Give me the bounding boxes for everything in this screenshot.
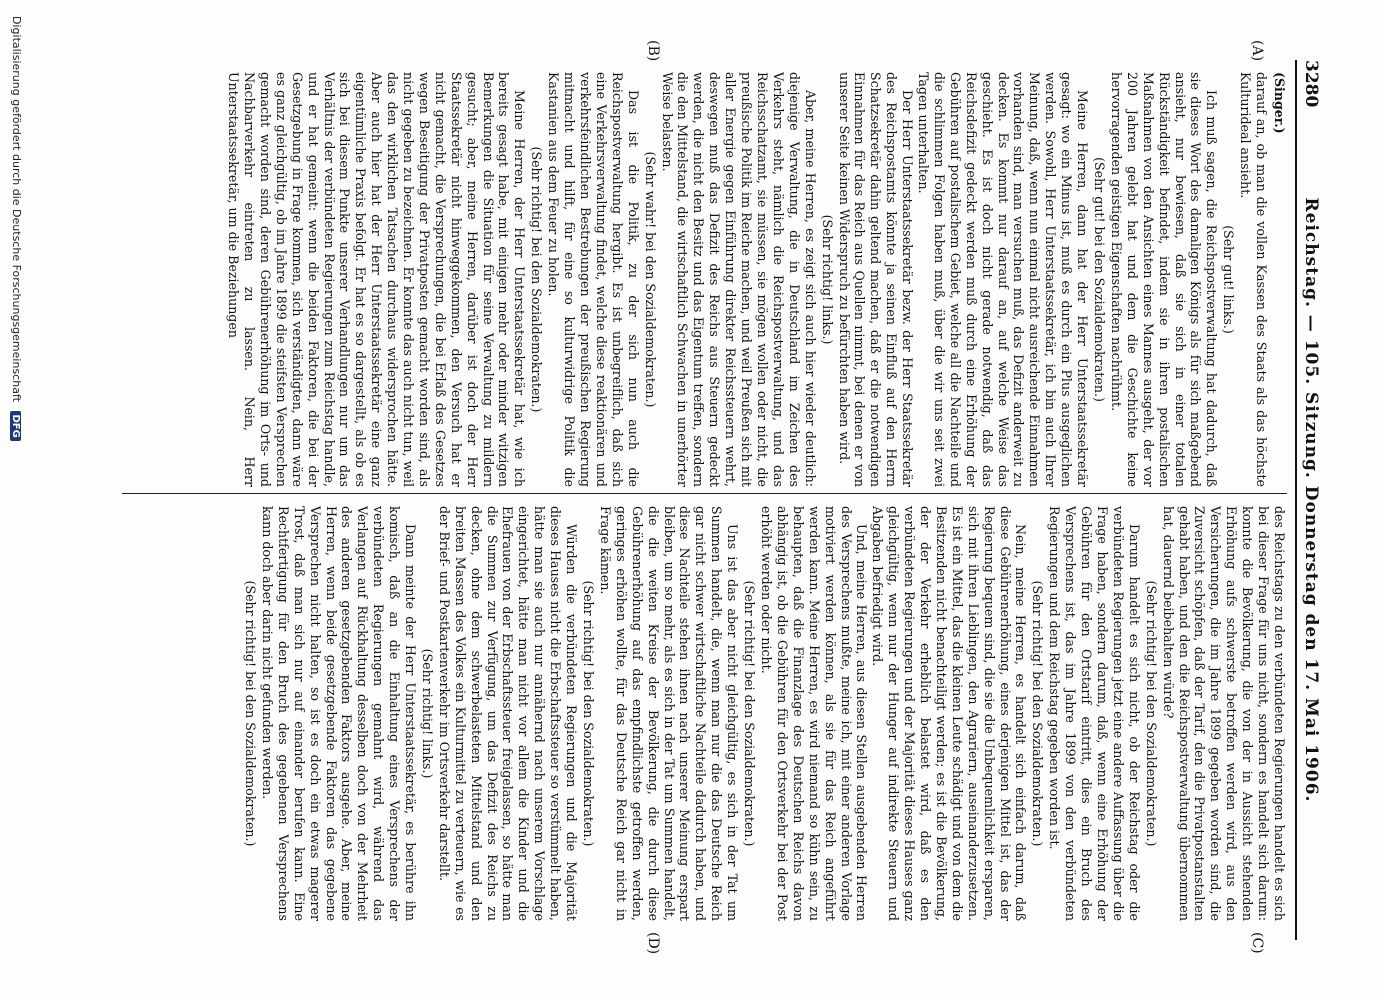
speaker-name: (Singer.)	[1272, 72, 1287, 134]
paragraph: Nein, meine Herren, es handelt sich einfach darum, daß diese Gebührenerhöhung, eines derjenigen Mittel ist, das der Regierung bequem sind, die sie die Unbequemlichkeit ersparen, sich mit ihren Lieblingen, den Agrariern, auseinanderzusetzen. Es ist ein Mittel, das die kleinen Leute schädigt und von dem die Besitzenden nicht benachteiligt werden; es ist die Bevölkerung, der der Verkehr erheblich belastet wird, daß es den verbündeten Regierungen und der Majorität dieses Hauses ganz gleichgültig, wenn nur der Hunger auf indirekte Steuern und Abgaben befriedigt wird.	[870, 506, 1029, 921]
interjection: (Sehr richtig! links.)	[819, 214, 835, 345]
margin-mark-c: (C)	[1249, 932, 1265, 954]
interjection: (Sehr richtig! bei den Sozialdemokraten.)	[1030, 580, 1046, 847]
margin-mark-d: (D)	[645, 932, 661, 955]
interjection: (Sehr wahr! bei den Sozialdemokraten.)	[642, 151, 658, 408]
right-text-column	[127, 506, 1287, 921]
column-divider	[122, 493, 1287, 494]
paragraph: Darum handelt es sich nicht, ob der Reichstag oder die verbündeten Regierungen jetzt eine andere Auffassung über die Frage haben, sondern darum, daß, wenn eine Erhöhung der Gebühren für den Ortstarif eintritt, dies ein Bruch des Versprechens ist, das im Jahre 1899 von den verbündeten Regierungen und dem Reichstag gegeben worden ist.	[1047, 506, 1142, 921]
paragraph: des Reichstags zu den verbündeten Regierungen handelt es sich bei dieser Frage für uns nicht, sondern es handelt sich darum: konnte die Bevölkerung, die von der in Aussicht stehenden Erhöhung aufs schwerste betroffen werden wird, aus den Versicherungen, die im Jahre 1899 gegeben worden sind, die Zuversicht schöpfen, daß der Tarif, den die Privatpostanstalten gehabt haben, und den die Reichspostverwaltung übernommen hat, dauernd beibehalten würde?	[1160, 506, 1287, 921]
interjection: (Sehr richtig! bei den Sozialdemokraten.)	[1143, 580, 1159, 847]
interjection: (Sehr richtig! bei den Sozialdemokraten.)	[742, 580, 758, 847]
digitization-credit	[10, 16, 23, 441]
paragraph: Ich muß sagen, die Reichspostverwaltung hat dadurch, daß sie dieses Wort des damaligen Königs als für sich maßgebend ansieht, nur bewiesen, daß sie sich in einer totalen Rückständigkeit befindet, indem sie in ihren postalischen Maßnahmen von den Ansichten eines Mannes ausgeht, der vor 200 Jahren gelebt hat und dem die Geschichte keine hervorragenden geistigen Eigenschaften nachrühmt.	[1108, 72, 1220, 487]
paragraph: Dann meinte der Herr Unterstaatssekretär, es berühre ihn komisch, daß an die Einhaltung eines Versprechens der verbündeten Regierungen gemahnt wird, während das Verlangen auf Rückhaltung desselben doch von der Mehrheit des anderen gesetzgebenden Faktors ausgehe. Aber, meine Herren, wenn beide gesetzgebende Faktoren das gegebene Versprechen nicht halten, so ist es doch ein etwas magerer Trost, daß man sich nur auf einander berufen kann. Eine Rechtfertigung für den Bruch des gegebenen Versprechens kann doch aber darin nicht gefunden werden.	[259, 506, 419, 921]
paragraph: Uns ist das aber nicht gleichgültig, es sich in der Tat um Summen handelt, die, wenn man nur die das Deutsche Reich gar nicht schwer wirtschaftliche Nachteile dadurch haben, und diese Nachteile stehen ihnen nach unserer Meinung erspart bleiben, um so mehr, als es sich in der Tat um Summen handelt, die die weiten Kreise der Bevölkerung, die durch diese Gebührenerhöhung auf das empfindlichste getroffen werden, geringes erhöhen wollte, für das Deutsche Reich gar nicht in Frage kämen.	[597, 506, 741, 921]
dfg-logo: DFG	[10, 411, 21, 440]
interjection: (Sehr gut! bei den Sozialdemokraten.)	[1092, 157, 1108, 402]
paragraph: Meine Herren, dann hat der Herr Unterstaatssekretär gesagt: wo ein Minus ist, muß es durch ein Plus ausgeglichen werden. Sowohl, Herr Unterstaatssekretär, ich bin auch Ihrer Meinung, daß, wenn nun einmal nicht ausreichende Einnahmen vorhanden sind, man versuchen muß, das Defizit anderweit zu decken. Es kommt nur darauf an, auf welche Weise das geschieht. Es ist doch nicht gerade notwendig, daß das Reichsdefizit gedeckt werden muß durch eine Erhöhung der Gebühren auf postalischem Gebiet, welche all die Nachteile und die schlimmen Folgen haben muß, über die wir uns seit zwei Tagen unterhalten.	[916, 72, 1091, 487]
paragraph: darauf an, ob man die vollen Kassen des Staats als das höchste Kulturideal ansieht.	[1238, 72, 1270, 487]
margin-mark-b: (B)	[645, 40, 661, 62]
paragraph: Würden die verbündeten Regierungen und die Majorität dieses Hauses nicht die Erbschaftssteuer so verstümmelt haben, hätte man sie auch nur annähernd nach unserem Vorschlage eingerichtet, hätte man nicht vor allem die Kinder und die Ehefrauen von der Erbschaftssteuer freigelassen, so hätte man die Summen zur Verfügung, um das Defizit des Reichs zu decken, ohne dem schwerbelasteten Mittelstand und den breiten Massen des Volkes ein Kulturmittel zu verteuern, wie es der Brief- und Postkartenverkehr im Ortsverkehr darstellt.	[436, 506, 580, 921]
margin-mark-a: (A)	[1249, 40, 1265, 62]
page-title: Reichstag. — 105. Sitzung. Donnerstag den 17. Mai 1906.	[1301, 197, 1321, 803]
paragraph: Der Herr Unterstaatssekretär bezw. der Herr Staatssekretär des Reichspostamts könnte ja seinen Einfluß auf den Herrn Schatzsekretär dahin geltend machen, daß er die notwendigen Einnahmen für das Reich aus Quellen nimmt, bei denen er von unserer Seite keinen Widerspruch zu befürchten haben wird.	[836, 72, 916, 487]
interjection: (Sehr richtig! bei den Sozialdemokraten.)	[529, 146, 545, 413]
page-number: 3280	[1301, 60, 1321, 108]
interjection: (Sehr richtig! bei den Sozialdemokraten.)	[243, 580, 258, 847]
left-text-column	[127, 72, 1287, 487]
credit-text: Digitalisierung gefördert durch die Deutsche Forschungsgemeinschaft	[10, 16, 23, 402]
running-head	[1295, 60, 1323, 940]
paragraph: Und, meine Herren, aus diesen Stellen ausgebenden Herren des Versprechens mußte, meine ich, mit einer anderen Vorlage motiviert werden können, als sie für das Reich angeführt werden kann. Meine Herren, es wird niemand so kühn sein, zu behaupten, daß die Finanzlage des Deutschen Reichs davon abhängig ist, ob die Gebühren für den Ortsverkehr bei der Post erhöht werden oder nicht.	[759, 506, 870, 921]
paragraph: Meine Herren, der Herr Unterstaatssekretär hat, wie ich bereits gesagt habe, mit einigen mehr oder minder witzigen Bemerkungen die Situation für seine Verwaltung zu mildern gesucht; aber, meine Herren, darüber ist doch der Herr Staatssekretär nicht hinweggekommen, den Versuch hat er nicht gemacht, die Versprechungen, die bei Erlaß des Gesetzes wegen Beseitigung der Privatposten gemacht worden sind, als nicht gegeben zu bezeichnen. Er konnte das auch nicht tun, weil das den wirklichen Tatsachen durchaus widersprochen hätte. Aber auch hier hat der Herr Unterstaatssekretär eine ganz eigentümliche Praxis befolgt. Er hat es so dargestellt, als ob es sich bei diesem Punkte unserer Verhandlungen nur um das Verhältnis der verbündeten Regierungen zum Reichstag handle, und er hat gemeint: wenn die beiden Faktoren, die bei der Gesetzgebung in Frage kommen, sich verständigten, dann wäre es ganz gleichgültig, ob im Jahre 1899 die steifsten Versprechen gemacht worden sind, deren Gebührenerhöhung im Orts- und Nachbarverkehr eintreten zu lassen. Nein, Herr Unterstaatssekretär, um die Beziehungen	[226, 72, 528, 487]
paragraph: Das ist die Politik, zu der sich nun auch die Reichspostverwaltung hergibt. Es ist unbegreiflich, daß sich eine Verkehrsverwaltung findet, welche diese reaktionären und verkehrsfeindlichen Bestrebungen der preußischen Regierung mitmacht und hilft, für eine so kulturwidrige Politik die Kastanien aus dem Feuer zu holen.	[546, 72, 641, 487]
interjection: (Sehr gut! links.)	[1221, 225, 1237, 334]
paragraph: Aber, meine Herren, es zeigt sich auch hier wieder deutlich: diejenige Verwaltung, die in Deutschland im Zeichen des Verkehrs steht, nämlich die Reichspostverwaltung, und das Reichsschatzamt, sie müssen, sie mögen wollen oder nicht, die preußische Politik im Reiche machen, und weil Preußen sich mit aller Energie gegen Einführung direkter Reichssteuern wehrt, deswegen muß das Defizit des Reichs aus Steuern gedeckt werden, die nicht den Besitz und das Eigentum treffen, sondern die den Mittelstand, die wirtschaftlich Schwachen in unerhörter Weise belasten.	[659, 72, 818, 487]
interjection: (Sehr richtig! links.)	[419, 648, 435, 779]
interjection: (Sehr richtig! bei den Sozialdemokraten.)	[581, 580, 597, 847]
